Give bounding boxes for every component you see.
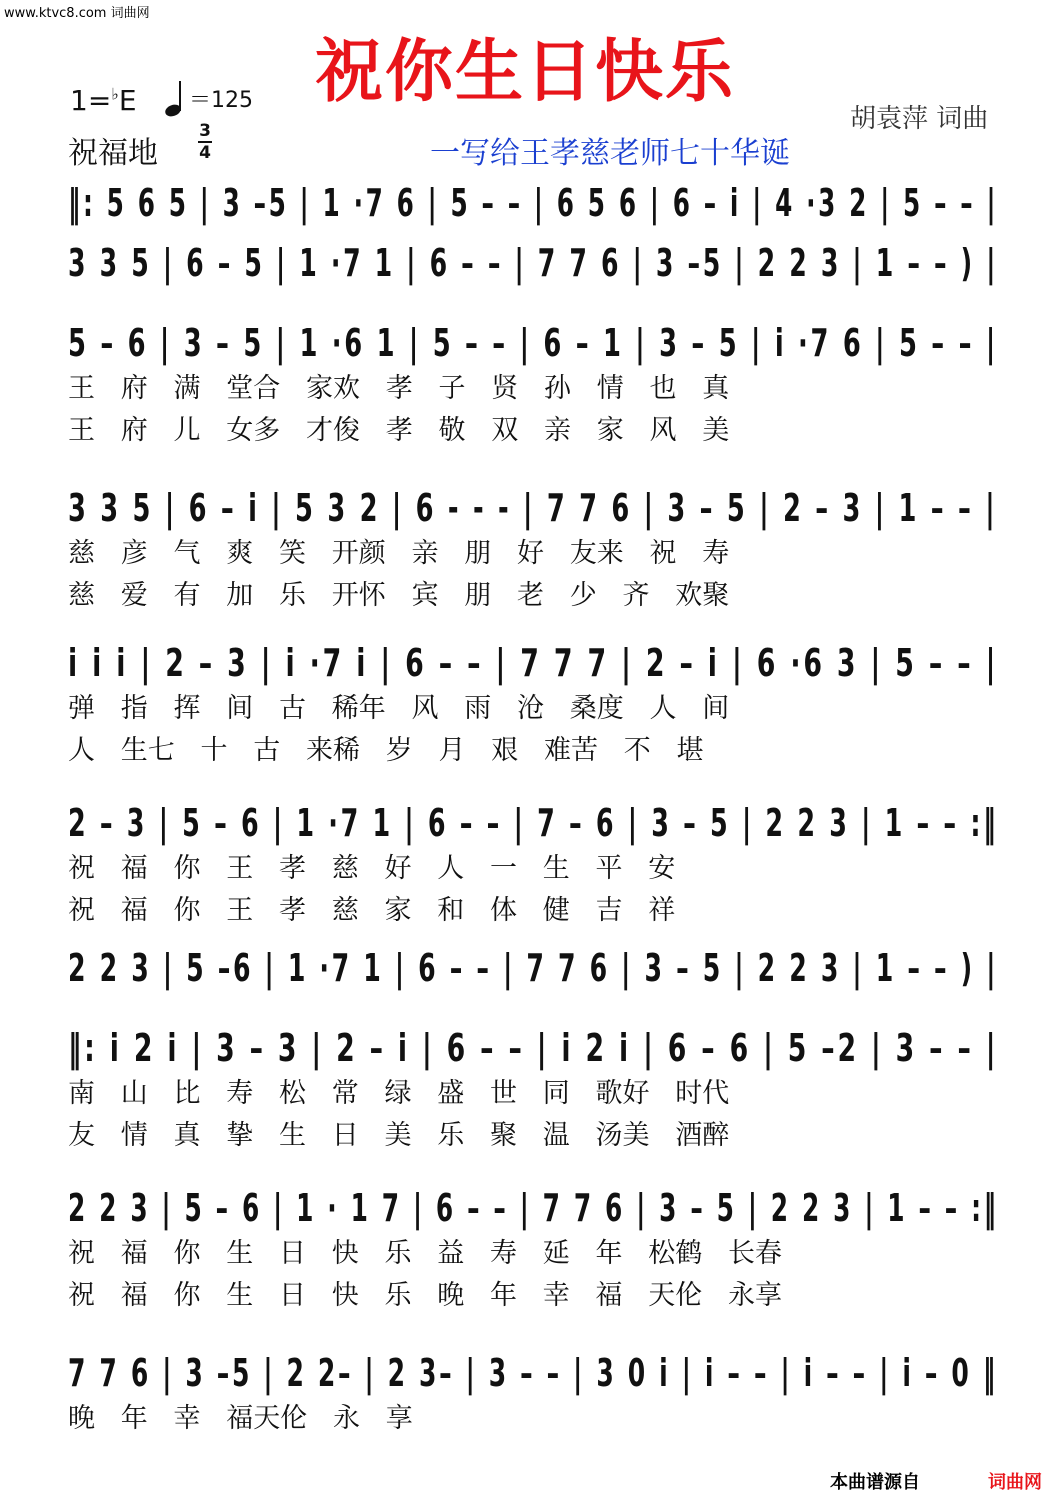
music-line: 3 3 5 | 6 – i | 5 3 2 | 6 - - - | 7 7 6 | 3 – 5 | 2 – 3 | 1 – – | [68, 486, 998, 530]
lyric-line: 祝 福 你 生 日 快 乐 益 寿 延 年 松鹤 长春 [68, 1238, 782, 1269]
key-signature [70, 84, 137, 117]
lyric-line: 祝 福 你 王 孝 慈 好 人 一 生 平 安 [68, 853, 676, 884]
music-line: i i i | 2 – 3 | i ·7 i | 6 – – | 7 7 7 | 2 – i | 6 ·6 3 | 5 – – | [68, 641, 999, 685]
meter-bottom: 4 [199, 143, 211, 163]
music-line: ‖: i 2 i | 3 – 3 | 2 – i | 6 – – | i 2 i | 6 – 6 | 5 –2 | 3 – – | [68, 1026, 999, 1070]
lyric-line: 晚 年 幸 福天伦 永 享 [68, 1403, 413, 1434]
meter-top: 3 [199, 121, 211, 141]
lyric-line: 弹 指 挥 间 古 稀年 风 雨 沧 桑度 人 间 [68, 693, 730, 724]
footer-source: 本曲谱源自 [830, 1472, 920, 1493]
flat-sign: ♭ [111, 84, 119, 104]
lyric-line: 祝 福 你 王 孝 慈 家 和 体 健 吉 祥 [68, 895, 676, 926]
key-note: E [118, 84, 137, 117]
lyric-line: 友 情 真 挚 生 日 美 乐 聚 温 汤美 酒醉 [68, 1120, 730, 1151]
music-line: 2 – 3 | 5 – 6 | 1 ·7 1 | 6 – – | 7 – 6 | 3 – 5 | 2 2 3 | 1 – – :‖ [68, 801, 999, 845]
lyric-line: 南 山 比 寿 松 常 绿 盛 世 同 歌好 时代 [68, 1078, 730, 1109]
lyric-line: 祝 福 你 生 日 快 乐 晚 年 幸 福 天伦 永享 [68, 1280, 782, 1311]
lyric-line: 慈 彦 气 爽 笑 开颜 亲 朋 好 友来 祝 寿 [68, 538, 730, 569]
subtitle: 一写给王孝慈老师七十华诞 [430, 136, 790, 171]
author-credit: 胡袁萍 词曲 [850, 104, 989, 134]
music-line: ‖: 5 6 5 | 3 –5 | 1 ·7 6 | 5 – – | 6 5 6 | 6 – i | 4 ·3 2 | 5 – – | [68, 181, 999, 225]
music-line: 2 2 3 | 5 –6 | 1 ·7 1 | 6 – – | 7 7 6 | 3 – 5 | 2 2 3 | 1 – – ) | [68, 946, 999, 990]
lyric-line: 王 府 满 堂合 家欢 孝 子 贤 孙 情 也 真 [68, 373, 730, 404]
tempo-value: ＝125 [189, 87, 253, 113]
lyric-line: 王 府 儿 女多 才俊 孝 敬 双 亲 家 风 美 [68, 415, 730, 446]
time-signature [198, 122, 212, 162]
lyric-line: 慈 爱 有 加 乐 开怀 宾 朋 老 少 齐 欢聚 [68, 580, 730, 611]
site-url[interactable]: www.ktvc8.com 词曲网 [4, 6, 150, 21]
footer-logo[interactable]: 词曲网 [988, 1472, 1042, 1493]
performance-style: 祝福地 [68, 136, 158, 171]
quarter-note-icon [165, 80, 187, 116]
music-line: 3 3 5 | 6 – 5 | 1 ·7 1 | 6 – – | 7 7 6 | 3 –5 | 2 2 3 | 1 – – ) | [68, 241, 999, 285]
lyric-line: 人 生七 十 古 来稀 岁 月 艰 难苦 不 堪 [68, 735, 704, 766]
music-line: 5 – 6 | 3 – 5 | 1 ·6 1 | 5 – – | 6 – 1 | 3 – 5 | i ·7 6 | 5 – – | [68, 321, 998, 365]
music-line: 7 7 6 | 3 –5 | 2 2– | 2 3– | 3 – – | 3 0 i | i – – | i – – | i – 0 ‖ [68, 1351, 998, 1395]
tempo-marking [165, 80, 253, 116]
key-label: 1= [70, 84, 112, 117]
music-line: 2 2 3 | 5 – 6 | 1 · 1 7 | 6 – – | 7 7 6 | 3 – 5 | 2 2 3 | 1 – – :‖ [68, 1186, 999, 1230]
song-title: 祝你生日快乐 [314, 33, 735, 112]
